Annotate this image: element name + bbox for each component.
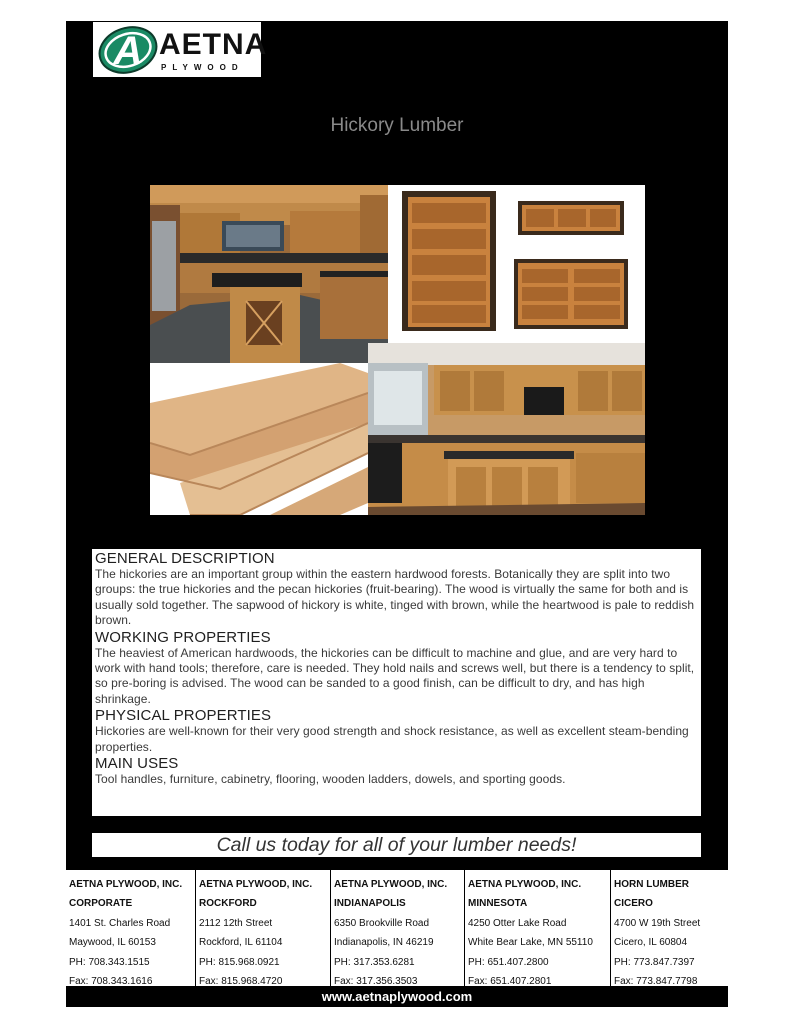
photo-collage	[150, 185, 645, 515]
kitchen-image-icon	[150, 185, 388, 363]
office-company: AETNA PLYWOOD, INC.	[199, 879, 313, 890]
office-phone[interactable]: PH: 815.968.0921	[199, 956, 280, 968]
lumber-boards-image-icon	[150, 363, 368, 515]
office-location: MINNESOTA	[468, 898, 528, 910]
office-street: 4700 W 19th Street	[614, 917, 701, 929]
call-to-action: Call us today for all of your lumber needs!	[92, 833, 701, 857]
dresser-image-icon	[388, 185, 645, 343]
section-body-main-uses: Tool handles, furniture, cabinetry, flooring, wooden ladders, dowels, and sporting goods.	[95, 772, 566, 787]
office-fax: Fax: 708.343.1616	[69, 976, 153, 988]
section-heading-general-description: GENERAL DESCRIPTION	[95, 550, 275, 567]
kitchen-cabinets-image-icon	[368, 343, 645, 515]
brand-subtitle: PLYWOOD	[161, 63, 244, 72]
section-heading-physical-properties: PHYSICAL PROPERTIES	[95, 707, 272, 725]
office-location: CICERO	[614, 898, 653, 910]
office-city: White Bear Lake, MN 55110	[468, 937, 593, 949]
office-company: AETNA PLYWOOD, INC.	[468, 879, 582, 890]
office-cicero	[611, 870, 728, 986]
office-city: Indianapolis, IN 46219	[334, 937, 434, 949]
office-minnesota	[465, 870, 611, 986]
office-phone[interactable]: PH: 651.407.2800	[468, 956, 549, 968]
website-link[interactable]: www.aetnaplywood.com	[321, 989, 473, 1004]
page-title: Hickory Lumber	[330, 115, 464, 136]
office-city: Rockford, IL 61104	[199, 937, 283, 949]
office-city: Maywood, IL 60153	[69, 937, 156, 949]
section-body-working-properties: The heaviest of American hardwoods, the hickories can be difficult to machine and glue, and are very hard to work with hand tools; therefore, care is needed. They hold nails and screws well, but there is a tendency to split, so pre-boring is advised. The wood can be sanded to a good finish, can be difficult to dry, and has high shrinkage.	[95, 645, 695, 706]
office-fax: Fax: 815.968.4720	[199, 976, 283, 988]
office-street: 6350 Brookville Road	[334, 917, 430, 929]
office-company: AETNA PLYWOOD, INC.	[334, 879, 448, 890]
section-body-general-description: The hickories are an important group within the eastern hardwood forests. Botanically they are split into two groups: the true hickories and the pecan hickories (fruit-bearing). The wood is virtually the same for both and is usually sold together. The sapwood of hickory is white, tinged with brown, while the heartwood is pale to reddish brown.	[95, 567, 695, 628]
office-fax: Fax: 651.407.2801	[468, 976, 552, 988]
office-location: CORPORATE	[69, 898, 133, 910]
office-city: Cicero, IL 60804	[614, 937, 688, 949]
office-indianapolis	[331, 870, 465, 986]
office-corporate	[66, 870, 196, 986]
brand-name: AETNA	[159, 28, 268, 61]
office-location: INDIANAPOLIS	[334, 898, 406, 910]
office-street: 2112 12th Street	[199, 917, 273, 929]
office-phone[interactable]: PH: 708.343.1515	[69, 956, 150, 968]
office-location: ROCKFORD	[199, 898, 257, 910]
logo-letter: A	[113, 29, 143, 73]
section-heading-working-properties: WORKING PROPERTIES	[95, 628, 271, 646]
office-company: AETNA PLYWOOD, INC.	[69, 879, 183, 890]
description-panel	[92, 549, 701, 816]
aetna-a-logo-icon	[97, 25, 159, 75]
office-rockford	[196, 870, 331, 986]
office-phone[interactable]: PH: 317.353.6281	[334, 956, 415, 968]
office-company: HORN LUMBER	[614, 879, 689, 890]
office-locations	[66, 870, 728, 986]
office-street: 4250 Otter Lake Road	[468, 917, 567, 929]
section-body-physical-properties: Hickories are well-known for their very good strength and shock resistance, as well as excellent steam-bending properties.	[95, 724, 689, 754]
aetna-logo[interactable]	[93, 22, 268, 77]
section-heading-main-uses: MAIN USES	[95, 755, 179, 773]
office-street: 1401 St. Charles Road	[69, 917, 171, 929]
office-fax: Fax: 773.847.7798	[614, 976, 698, 988]
office-phone[interactable]: PH: 773.847.7397	[614, 956, 695, 968]
office-fax: Fax: 317.356.3503	[334, 976, 418, 988]
